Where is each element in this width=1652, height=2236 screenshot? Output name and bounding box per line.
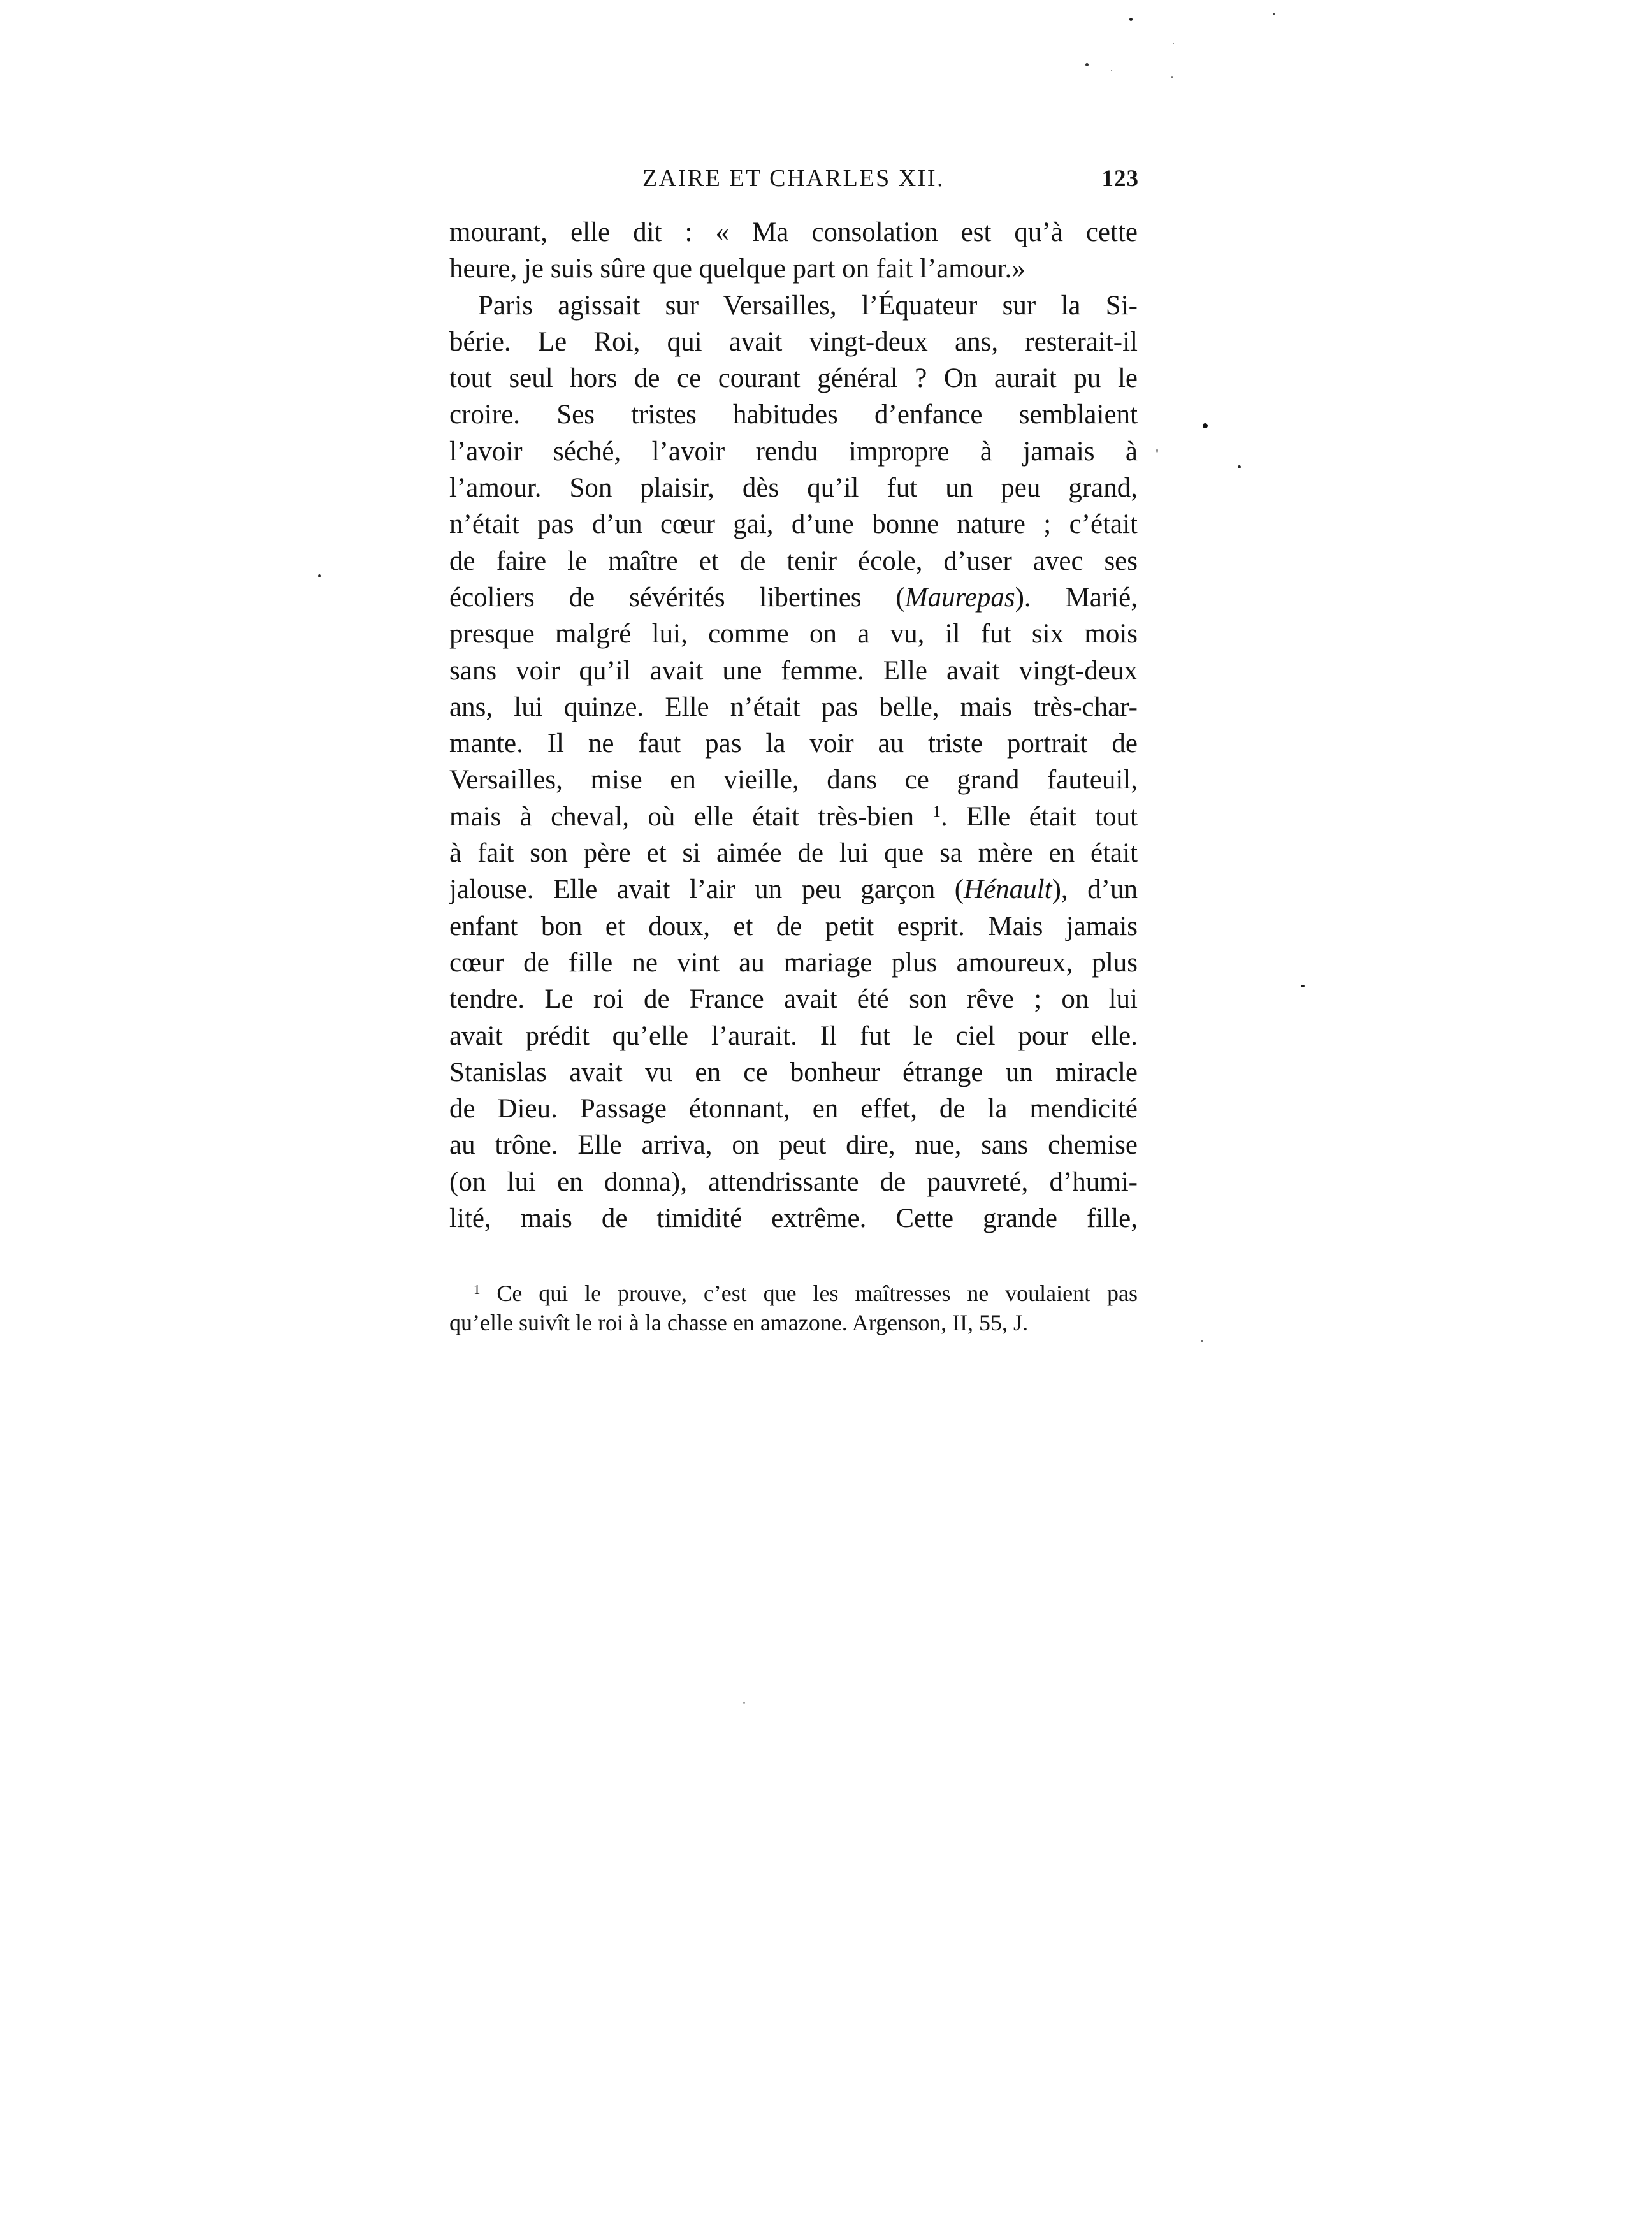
- text-column: [449, 164, 1138, 1337]
- text-line: tout seul hors de ce courant général ? On aurait pu le: [449, 363, 1138, 394]
- text-line: à fait son père et si aimée de lui que sa mère en était: [449, 838, 1138, 869]
- text-line: qu’elle suivît le roi à la chasse en amazone. Argenson, II, 55, J.: [449, 1310, 1029, 1336]
- text-line: de faire le maître et de tenir école, d’user avec ses: [449, 546, 1138, 576]
- scan-speck: [1201, 1340, 1203, 1342]
- body-text: [449, 214, 1138, 1237]
- text-line: Versailles, mise en vieille, dans ce grand fauteuil,: [449, 765, 1138, 795]
- text-line: sans voir qu’il avait une femme. Elle avait vingt-deux: [449, 655, 1138, 686]
- text-line: jalouse. Elle avait l’air un peu garçon (Hénault), d’un: [449, 875, 1138, 905]
- text-line: au trône. Elle arriva, on peut dire, nue, sans chemise: [449, 1130, 1138, 1161]
- text-line: croire. Ses tristes habitudes d’enfance semblaient: [449, 400, 1138, 430]
- scan-speck: [1273, 13, 1275, 15]
- text-line: n’était pas d’un cœur gai, d’une bonne nature ; c’était: [449, 509, 1138, 540]
- text-line: $^1$ Ce qui le prouve, c’est que les maîtresses ne voulaient pas: [474, 1281, 1138, 1307]
- text-line: Stanislas avait vu en ce bonheur étrange un miracle: [449, 1057, 1138, 1087]
- text-line: tendre. Le roi de France avait été son rêve ; on lui: [449, 984, 1138, 1015]
- text-line: écoliers de sévérités libertines (Maurepas). Marié,: [449, 582, 1138, 613]
- text-line: mais à cheval, où elle était très-bien $^1$. Elle était tout: [449, 801, 1138, 832]
- scan-speck: [1111, 70, 1112, 71]
- text-line: mourant, elle dit : « Ma consolation est qu’à cette: [449, 217, 1138, 247]
- text-line: presque malgré lui, comme on a vu, il fut six mois: [449, 619, 1138, 650]
- text-line: lité, mais de timidité extrême. Cette grande fille,: [449, 1203, 1138, 1234]
- text-line: cœur de fille ne vint au mariage plus amoureux, plus: [449, 947, 1138, 978]
- text-line: heure, je suis sûre que quelque part on fait l’amour.»: [449, 254, 1025, 284]
- text-line: enfant bon et doux, et de petit esprit. Mais jamais: [449, 911, 1138, 941]
- text-line: (on lui en donna), attendrissante de pauvreté, d’humi-: [449, 1166, 1138, 1197]
- running-head: ZAIRE ET CHARLES XII.: [642, 165, 945, 192]
- text-line: Paris agissait sur Versailles, l’Équateur sur la Si-: [478, 290, 1138, 321]
- scan-speck: [1085, 63, 1089, 66]
- text-line: l’amour. Son plaisir, dès qu’il fut un peu grand,: [449, 473, 1138, 504]
- scan-speck: [1171, 76, 1173, 78]
- text-line: bérie. Le Roi, qui avait vingt-deux ans, resterait-il: [449, 326, 1138, 357]
- text-line: de Dieu. Passage étonnant, en effet, de la mendicité: [449, 1094, 1138, 1124]
- scan-speck: [1173, 43, 1174, 44]
- page-header: [449, 164, 1138, 195]
- text-line: avait prédit qu’elle l’aurait. Il fut le ciel pour elle.: [449, 1020, 1138, 1051]
- scan-speck: [1203, 423, 1208, 428]
- scan-speck: [1129, 18, 1133, 21]
- text-line: l’avoir séché, l’avoir rendu impropre à jamais à: [449, 436, 1138, 467]
- scan-speck: [318, 574, 321, 577]
- scan-speck: [1156, 449, 1158, 453]
- page-number: 123: [1101, 166, 1139, 192]
- scan-speck: [1238, 465, 1241, 468]
- scan-speck: [1301, 985, 1305, 987]
- scan-speck: [743, 1702, 745, 1704]
- text-line: ans, lui quinze. Elle n’était pas belle, mais très-char-: [449, 692, 1138, 722]
- text-line: mante. Il ne faut pas la voir au triste portrait de: [449, 729, 1138, 759]
- footnote: [449, 1279, 1138, 1337]
